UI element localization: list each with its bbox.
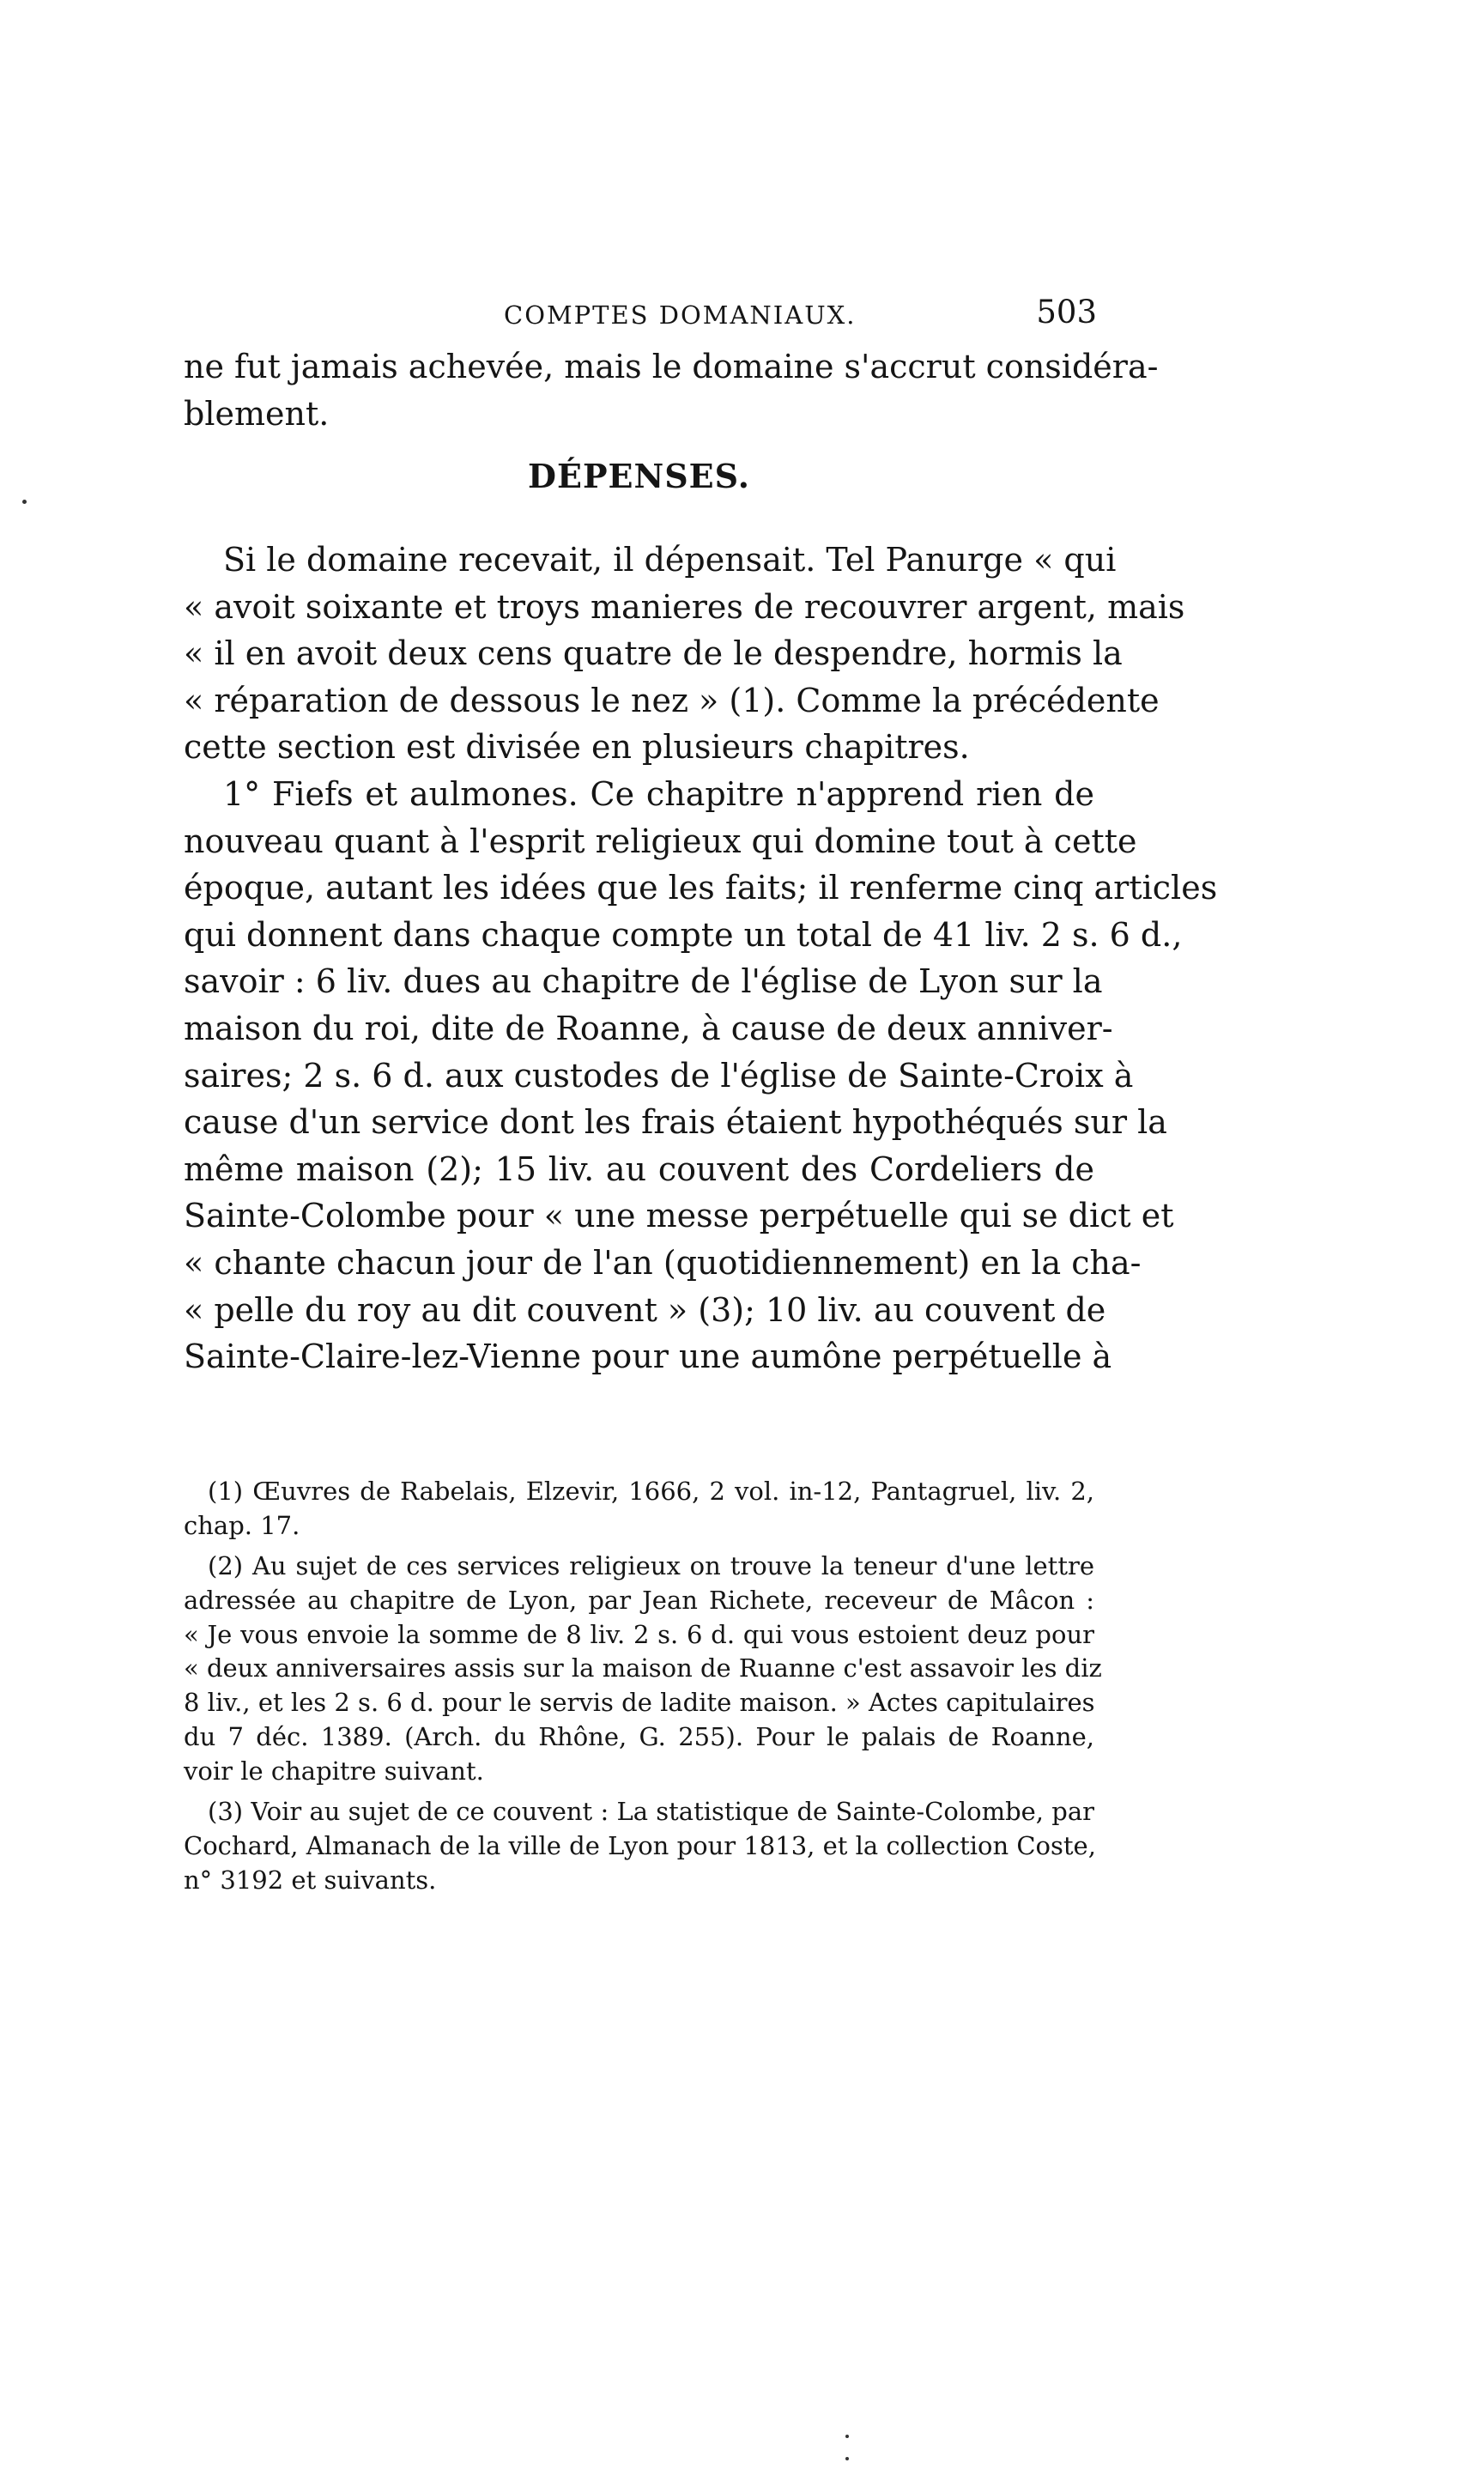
ink-speck (22, 500, 27, 504)
page-number: 503 (1036, 294, 1097, 331)
text-line: nouveau quant à l'esprit religieux qui domine tout à cette (184, 822, 1137, 860)
text-line: « chante chacun jour de l'an (quotidiennement) en la cha- (184, 1243, 1142, 1282)
footnote-line: n° 3192 et suivants. (184, 1865, 437, 1895)
text-line: Sainte-Colombe pour « une messe perpétuelle qui se dict et (184, 1197, 1174, 1235)
footnote-line: du 7 déc. 1389. (Arch. du Rhône, G. 255). Pour le palais de Roanne, (184, 1721, 1094, 1751)
footnote-line: Cochard, Almanach de la ville de Lyon pour 1813, et la collection Coste, (184, 1830, 1096, 1860)
text-line: blement. (184, 394, 330, 433)
text-line: « réparation de dessous le nez » (1). Comme la précédente (184, 681, 1160, 719)
main-paragraphs (184, 537, 1218, 1380)
ink-speck (845, 2457, 849, 2460)
footnote-line: « deux anniversaires assis sur la maison de Ruanne c'est assavoir les diz (184, 1653, 1102, 1683)
footnote-line: (1) Œuvres de Rabelais, Elzevir, 1666, 2 vol. in-12, Pantagruel, liv. 2, (208, 1477, 1094, 1506)
text-line: maison du roi, dite de Roanne, à cause de deux anniver- (184, 1009, 1113, 1047)
text-line: même maison (2); 15 liv. au couvent des Cordeliers de (184, 1150, 1094, 1188)
text-line: « il en avoit deux cens quatre de le despendre, hormis la (184, 634, 1123, 673)
text-line: ne fut jamais achevée, mais le domaine s'accrut considéra- (184, 348, 1159, 385)
section-heading: DÉPENSES. (528, 457, 750, 495)
footnote-line: « Je vous envoie la somme de 8 liv. 2 s. 6 d. qui vous estoient deuz pour (184, 1619, 1094, 1649)
footnote-line: chap. 17. (184, 1510, 300, 1540)
ink-speck (845, 2435, 849, 2438)
text-line: « pelle du roy au dit couvent » (3); 10 liv. au couvent de (184, 1290, 1106, 1329)
text-line: « avoit soixante et troys manieres de recouvrer argent, mais (184, 587, 1185, 626)
running-title: COMPTES DOMANIAUX. (504, 300, 857, 330)
intro-paragraph (184, 343, 1159, 437)
text-line: Sainte-Claire-lez-Vienne pour une aumône perpétuelle à (184, 1338, 1112, 1376)
text-line: époque, autant les idées que les faits; il renferme cinq articles (184, 869, 1218, 907)
text-line: cause d'un service dont les frais étaient hypothéqués sur la (184, 1103, 1167, 1142)
page-header (184, 294, 1097, 340)
footnote-line: (2) Au sujet de ces services religieux on trouve la teneur d'une lettre (208, 1551, 1094, 1581)
footnotes (184, 1475, 1102, 1897)
text-line: savoir : 6 liv. dues au chapitre de l'église de Lyon sur la (184, 962, 1103, 1001)
text-line: 1° Fiefs et aulmones. Ce chapitre n'apprend rien de (223, 774, 1094, 813)
footnote-line: (3) Voir au sujet de ce couvent : La statistique de Sainte-Colombe, par (208, 1797, 1094, 1827)
text-line: qui donnent dans chaque compte un total de 41 liv. 2 s. 6 d., (184, 915, 1183, 954)
footnote-line: adressée au chapitre de Lyon, par Jean Richete, receveur de Mâcon : (184, 1586, 1094, 1616)
footnote-line: 8 liv., et les 2 s. 6 d. pour le servis de ladite maison. » Actes capitulaires (184, 1688, 1095, 1718)
footnote-line: voir le chapitre suivant. (184, 1756, 484, 1786)
text-line: Si le domaine recevait, il dépensait. Tel Panurge « qui (223, 541, 1117, 579)
text-line: cette section est divisée en plusieurs chapitres. (184, 728, 970, 767)
text-line: saires; 2 s. 6 d. aux custodes de l'église de Sainte-Croix à (184, 1056, 1134, 1095)
